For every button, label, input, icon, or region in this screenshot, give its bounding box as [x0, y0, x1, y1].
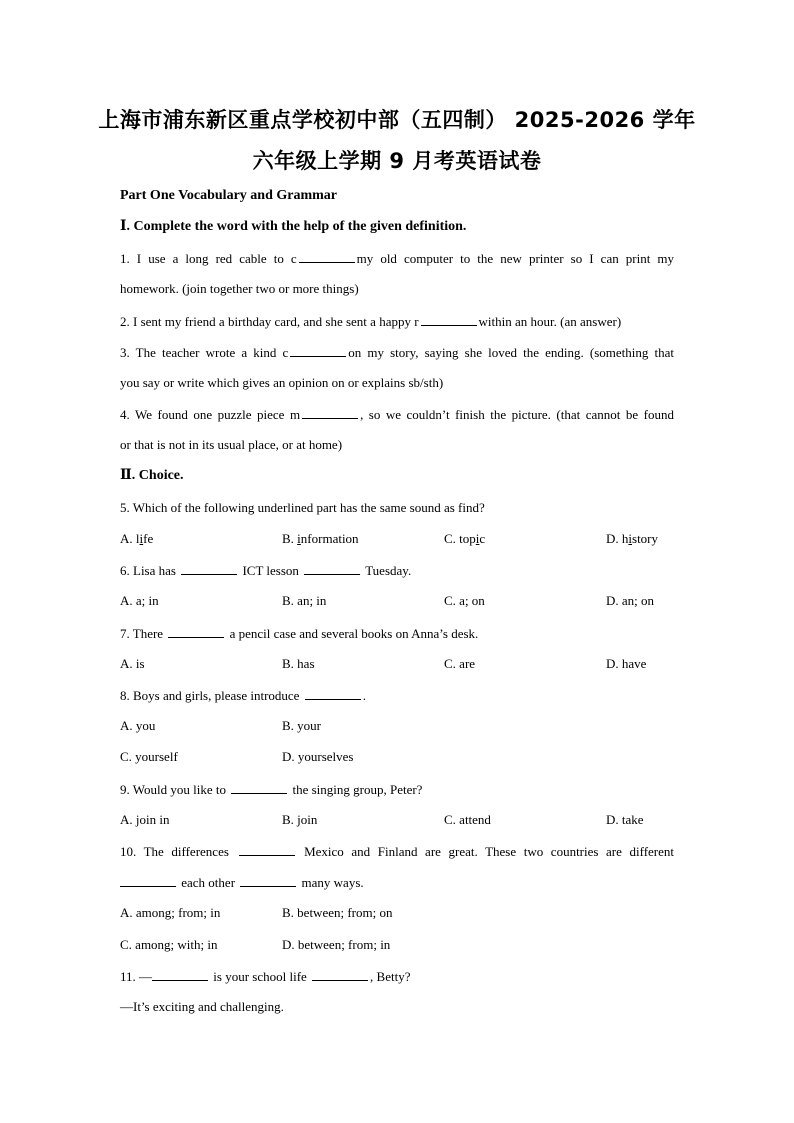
answer-blank[interactable] [304, 562, 360, 575]
question-9-text: 9. Would you like to [120, 782, 226, 797]
question-9 [120, 781, 674, 798]
option-a[interactable] [120, 531, 153, 547]
question-7-text-end: a pencil case and several books on Anna’s desk. [229, 626, 479, 641]
option-d-underlined: i [628, 531, 633, 546]
question-2-text: 2. I sent my friend a birthday card, and she sent a happy r [120, 314, 419, 329]
question-1-line2: homework. (join together two or more things) [120, 281, 359, 296]
answer-blank[interactable] [239, 843, 295, 856]
question-10-text-end: many ways. [301, 875, 364, 890]
option-c[interactable]: C. are [444, 656, 476, 671]
question-6-text-mid: ICT lesson [242, 563, 299, 578]
question-5: 5. Which of the following underlined part has the same sound as find? [120, 500, 485, 515]
question-10-text-cont: Mexico and Finland are great. These two countries are different [304, 844, 675, 859]
question-4-text-cont: , so we couldn’t finish the picture. (that cannot be found [360, 407, 674, 422]
option-b-underlined: i [297, 531, 301, 546]
answer-blank[interactable] [302, 406, 358, 419]
answer-blank[interactable] [299, 250, 355, 263]
option-c[interactable]: C. among; with; in [120, 937, 218, 952]
section2-heading: Ⅱ. Choice. [120, 468, 184, 483]
question-8 [120, 687, 674, 704]
question-1-text: 1. I use a long red cable to c [120, 251, 297, 266]
question-1-text-cont: my old computer to the new printer so I can print my [356, 251, 674, 266]
option-c-text-end: c [479, 531, 486, 546]
question-4-text: 4. We found one puzzle piece m [120, 407, 301, 422]
option-d[interactable]: D. yourselves [282, 749, 354, 764]
answer-blank[interactable] [240, 874, 296, 887]
question-8-text: 8. Boys and girls, please introduce [120, 688, 300, 703]
question-6 [120, 562, 674, 579]
question-2 [120, 313, 674, 330]
question-6-text: 6. Lisa has [120, 563, 176, 578]
answer-blank[interactable] [152, 968, 208, 981]
option-d[interactable]: D. between; from; in [282, 937, 391, 952]
option-c[interactable]: C. a; on [444, 593, 485, 608]
option-d[interactable]: D. take [606, 812, 644, 827]
option-c-underlined: i [475, 531, 480, 546]
question-10-line2 [120, 874, 674, 891]
option-c-text: C. top [444, 531, 476, 546]
question-11 [120, 968, 674, 985]
option-b[interactable]: B. an; in [282, 593, 327, 608]
question-8-text-end: . [362, 688, 366, 703]
question-9-text-end: the singing group, Peter? [292, 782, 423, 797]
option-c[interactable] [444, 531, 485, 547]
question-11-text: 11. — [120, 969, 153, 984]
option-d[interactable]: D. an; on [606, 593, 655, 608]
question-6-text-end: Tuesday. [365, 563, 412, 578]
question-7-text: 7. There [120, 626, 164, 641]
option-b[interactable]: B. has [282, 656, 315, 671]
question-3-text: 3. The teacher wrote a kind c [120, 345, 289, 360]
option-b-text: B. [282, 531, 298, 546]
part-heading: Part One Vocabulary and Grammar [120, 188, 337, 203]
question-10-text: 10. The differences [120, 844, 229, 859]
question-2-text-cont: within an hour. (an answer) [478, 314, 622, 329]
answer-blank[interactable] [120, 874, 176, 887]
question-11-text-mid: is your school life [213, 969, 307, 984]
question-4-line1 [120, 406, 674, 423]
answer-blank[interactable] [290, 344, 346, 357]
option-a[interactable]: A. is [120, 656, 145, 671]
question-7 [120, 625, 674, 642]
question-1-line1 [120, 250, 674, 267]
option-b[interactable] [282, 531, 359, 547]
option-a-underlined: i [139, 531, 144, 546]
answer-blank[interactable] [181, 562, 237, 575]
option-b[interactable]: B. your [282, 718, 321, 733]
answer-blank[interactable] [312, 968, 368, 981]
option-b[interactable]: B. join [282, 812, 318, 827]
answer-blank[interactable] [421, 313, 477, 326]
question-3-line2: you say or write which gives an opinion on or explains sb/sth) [120, 375, 444, 390]
option-a[interactable]: A. you [120, 718, 156, 733]
option-a[interactable]: A. among; from; in [120, 905, 221, 920]
question-10-text-mid: each other [181, 875, 236, 890]
option-a-text: A. l [120, 531, 140, 546]
option-d-text: D. h [606, 531, 629, 546]
option-d-text-end: story [632, 531, 659, 546]
option-b-text-end: nformation [300, 531, 359, 546]
question-3-line1 [120, 344, 674, 361]
option-a-text-end: fe [143, 531, 154, 546]
option-c[interactable]: C. attend [444, 812, 491, 827]
answer-blank[interactable] [231, 781, 287, 794]
question-11-text-end: , Betty? [370, 969, 411, 984]
question-3-text-cont: on my story, saying she loved the ending. (something that [348, 345, 675, 360]
question-4-line2: or that is not in its usual place, or at home) [120, 437, 343, 452]
option-b[interactable]: B. between; from; on [282, 905, 393, 920]
exam-title-line2: 六年级上学期 9 月考英语试卷 [252, 149, 542, 173]
option-c[interactable]: C. yourself [120, 749, 178, 764]
question-11-reply: —It’s exciting and challenging. [120, 999, 284, 1014]
answer-blank[interactable] [305, 687, 361, 700]
answer-blank[interactable] [168, 625, 224, 638]
option-d[interactable]: D. have [606, 656, 647, 671]
section1-heading: Ⅰ. Complete the word with the help of the given definition. [120, 219, 467, 234]
exam-title-line1: 上海市浦东新区重点学校初中部（五四制） 2025-2026 学年 [98, 108, 696, 132]
option-a[interactable]: A. a; in [120, 593, 159, 608]
option-a[interactable]: A. join in [120, 812, 170, 827]
question-10-line1 [120, 843, 674, 860]
option-d[interactable] [606, 531, 658, 547]
